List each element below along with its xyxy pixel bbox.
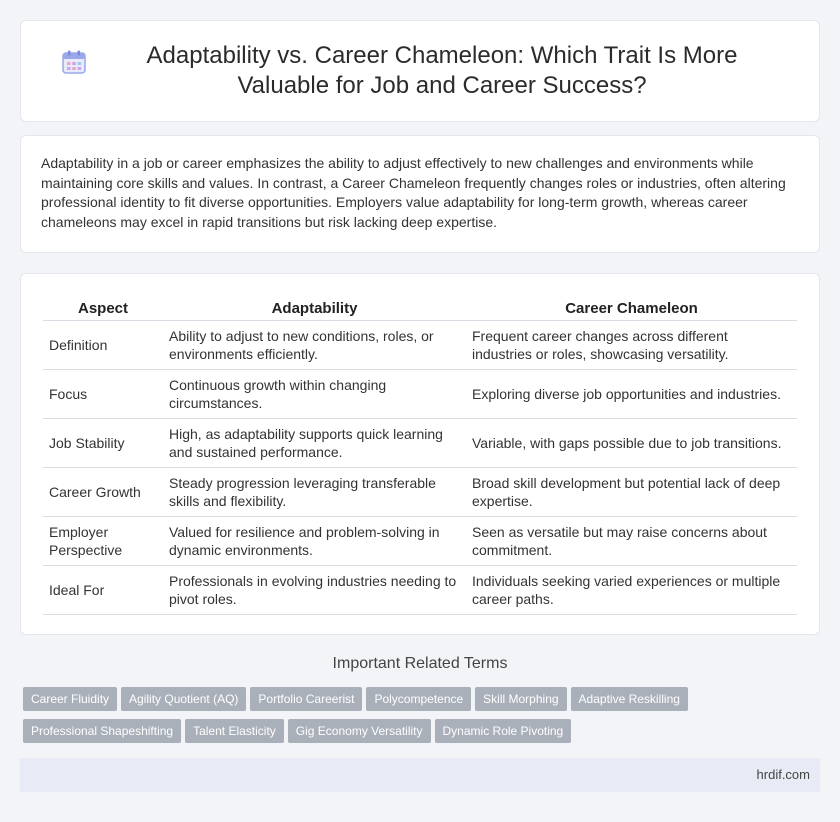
tag-gig-economy-versatility[interactable]: Gig Economy Versatility — [288, 719, 431, 743]
tag-adaptive-reskilling[interactable]: Adaptive Reskilling — [571, 687, 688, 711]
row-aspect: Ideal For — [43, 566, 163, 615]
row-adaptability: Continuous growth within changing circumstances. — [163, 370, 466, 419]
table-row — [43, 370, 797, 419]
table-row — [43, 468, 797, 517]
comparison-card — [20, 273, 820, 635]
calendar-icon — [61, 49, 87, 75]
table-row — [43, 517, 797, 566]
title-card — [20, 20, 820, 122]
row-chameleon: Variable, with gaps possible due to job transitions. — [466, 419, 797, 468]
row-adaptability: High, as adaptability supports quick learning and sustained performance. — [163, 419, 466, 468]
tag-career-fluidity[interactable]: Career Fluidity — [23, 687, 117, 711]
footer — [20, 758, 820, 792]
row-chameleon: Exploring diverse job opportunities and industries. — [466, 370, 797, 419]
tag-agility-quotient[interactable]: Agility Quotient (AQ) — [121, 687, 246, 711]
row-adaptability: Professionals in evolving industries needing to pivot roles. — [163, 566, 466, 615]
tag-dynamic-role-pivoting[interactable]: Dynamic Role Pivoting — [435, 719, 572, 743]
header-career-chameleon: Career Chameleon — [466, 294, 797, 321]
table-row — [43, 321, 797, 370]
tag-polycompetence[interactable]: Polycompetence — [366, 687, 471, 711]
table-header-row — [43, 294, 797, 321]
header-aspect: Aspect — [43, 294, 163, 321]
related-terms-title: Important Related Terms — [332, 655, 508, 672]
row-aspect: Employer Perspective — [43, 517, 163, 566]
intro-text: Adaptability in a job or career emphasizes the ability to adjust effectively to new challenges and environments while maintaining core skills and values. In contrast, a Career Chameleon frequently changes roles or industries, often altering professional identity to fit diverse opportunities. Employers value adaptability for long-term growth, whereas career chameleons may excel in rapid transitions but risk lacking deep expertise. — [41, 155, 786, 230]
related-terms-tags — [23, 687, 803, 751]
row-chameleon: Seen as versatile but may raise concerns about commitment. — [466, 517, 797, 566]
row-chameleon: Broad skill development but potential lack of deep expertise. — [466, 468, 797, 517]
tag-skill-morphing[interactable]: Skill Morphing — [475, 687, 566, 711]
row-aspect: Definition — [43, 321, 163, 370]
tag-talent-elasticity[interactable]: Talent Elasticity — [185, 719, 284, 743]
row-adaptability: Steady progression leveraging transferable skills and flexibility. — [163, 468, 466, 517]
title-wrap — [21, 41, 819, 101]
row-aspect: Focus — [43, 370, 163, 419]
footer-site-link[interactable]: hrdif.com — [756, 767, 810, 782]
row-aspect: Job Stability — [43, 419, 163, 468]
page-title: Adaptability vs. Career Chameleon: Which Trait Is More Valuable for Job and Career Success? — [146, 42, 738, 99]
table-row — [43, 419, 797, 468]
row-chameleon: Individuals seeking varied experiences or multiple career paths. — [466, 566, 797, 615]
table-row — [43, 566, 797, 615]
comparison-table — [43, 294, 797, 615]
row-chameleon: Frequent career changes across different industries or roles, showcasing versatility. — [466, 321, 797, 370]
tag-professional-shapeshifting[interactable]: Professional Shapeshifting — [23, 719, 181, 743]
header-adaptability: Adaptability — [163, 294, 466, 321]
row-adaptability: Valued for resilience and problem-solving in dynamic environments. — [163, 517, 466, 566]
row-aspect: Career Growth — [43, 468, 163, 517]
row-adaptability: Ability to adjust to new conditions, roles, or environments efficiently. — [163, 321, 466, 370]
tag-portfolio-careerist[interactable]: Portfolio Careerist — [250, 687, 362, 711]
intro-card — [20, 135, 820, 253]
